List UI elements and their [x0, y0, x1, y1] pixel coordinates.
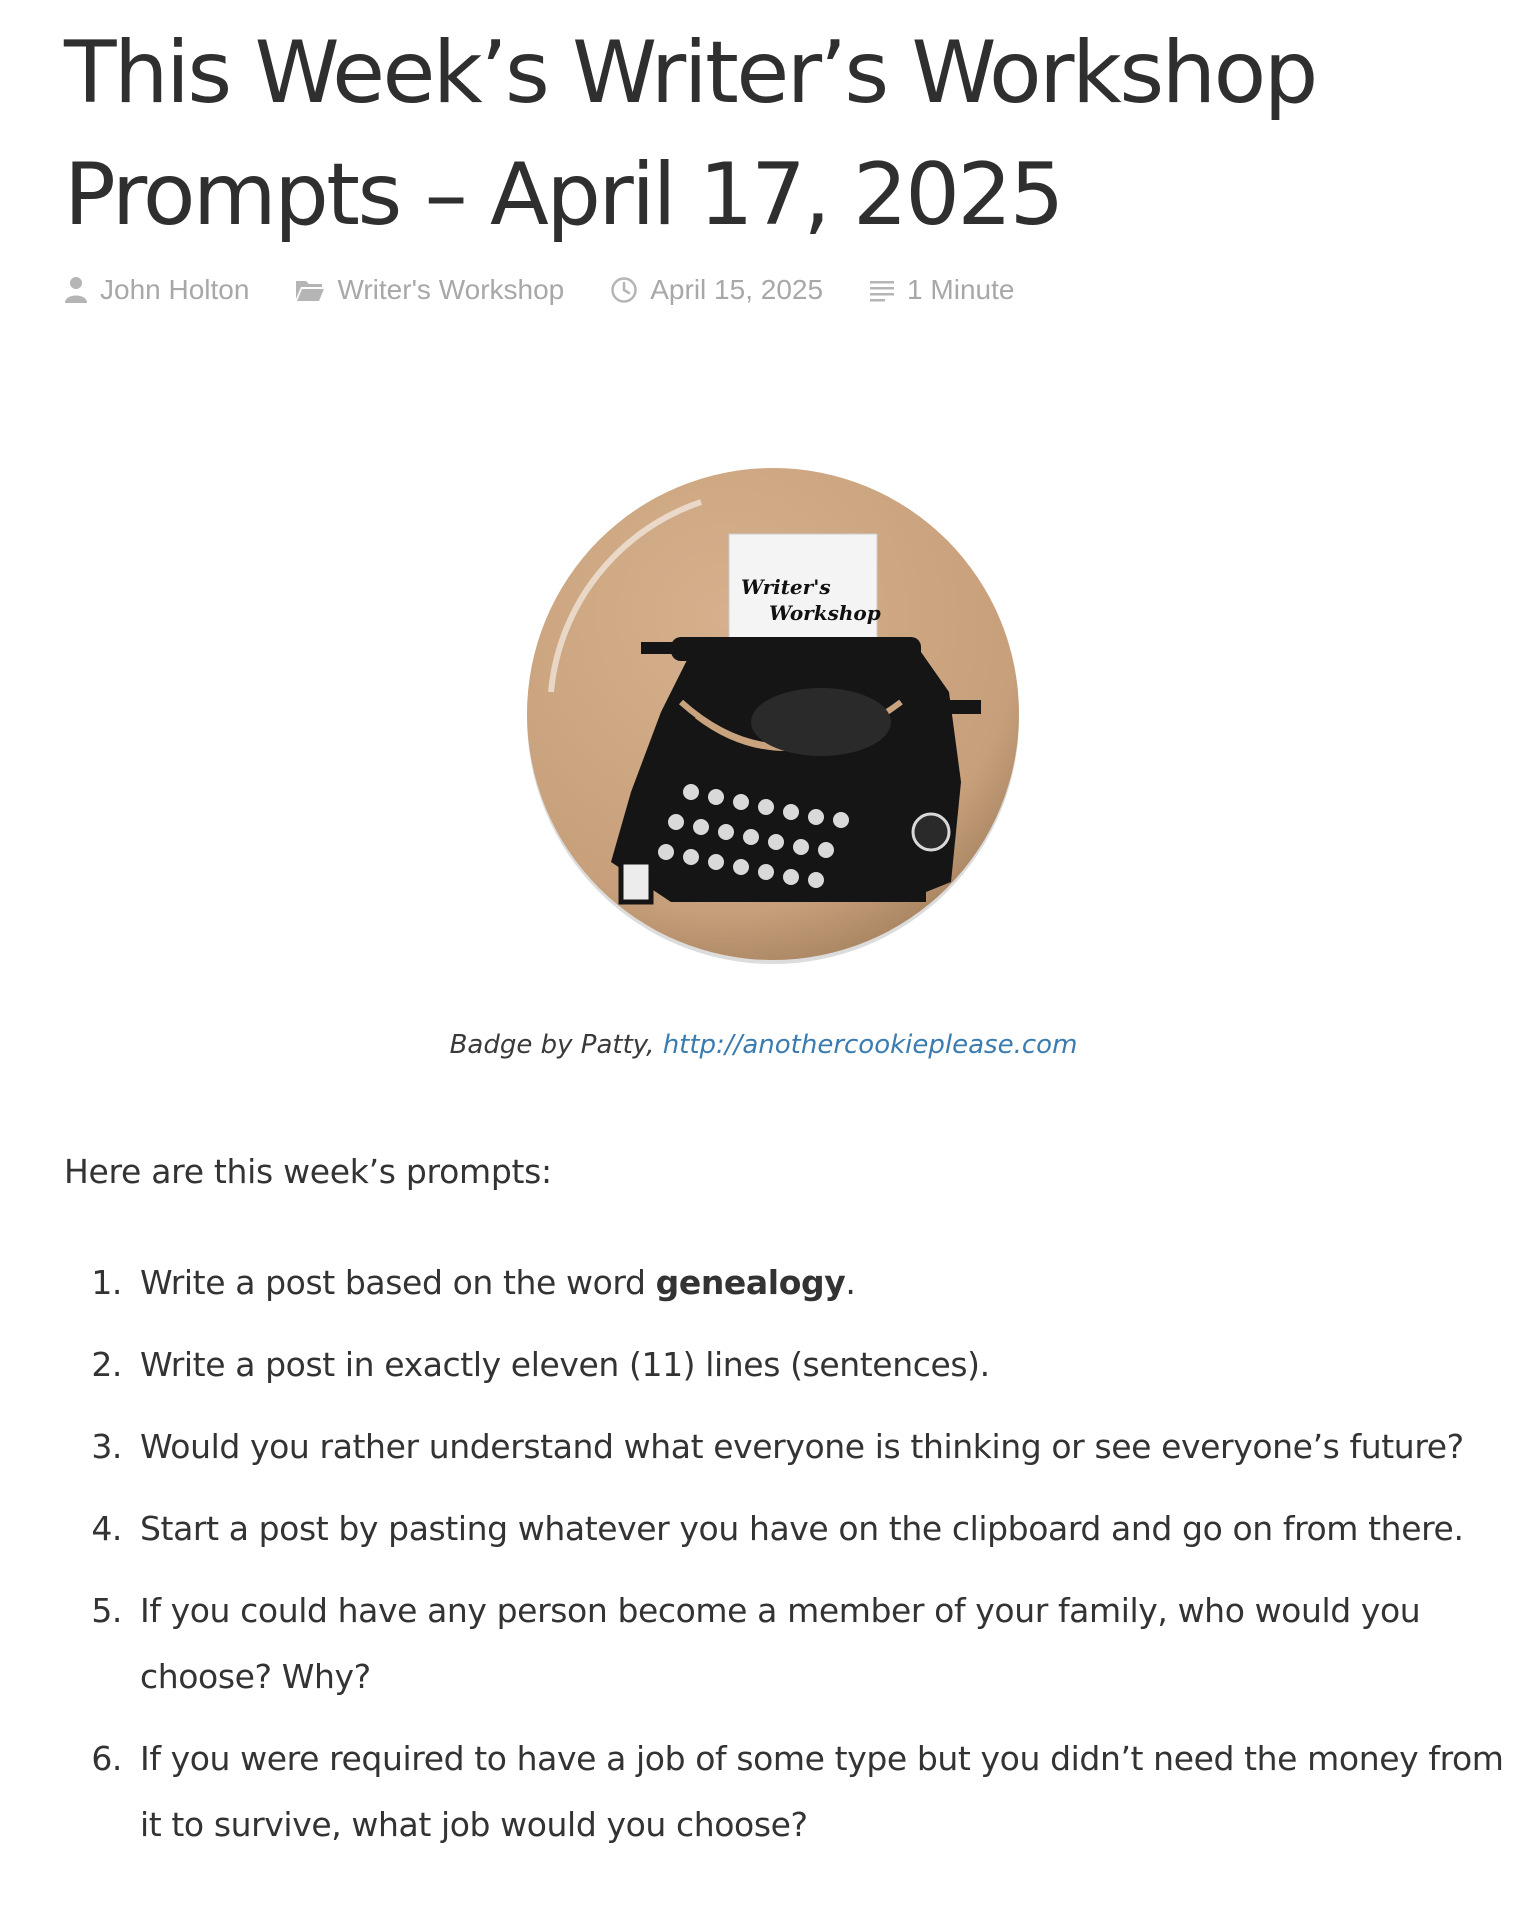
prompt-text-part: .	[845, 1263, 856, 1302]
list-item	[64, 1250, 1504, 1316]
post-title: This Week’s Writer’s Workshop Prompts – April 17, 2025	[64, 23, 1316, 245]
read-time	[869, 274, 1014, 306]
author-link[interactable]	[64, 274, 249, 306]
list-number: 5.	[91, 1591, 122, 1630]
category-link[interactable]	[295, 274, 564, 306]
list-number: 3.	[91, 1427, 122, 1466]
list-number: 2.	[91, 1345, 122, 1384]
caption-link[interactable]: http://anothercookieplease.com	[662, 1030, 1078, 1060]
prompt-keyword: genealogy	[655, 1263, 846, 1302]
prompts-intro: Here are this week’s prompts:	[64, 1152, 552, 1191]
prompt-text	[140, 1250, 1504, 1316]
date-link[interactable]	[610, 274, 823, 306]
author-name: John Holton	[100, 274, 250, 305]
list-number: 1.	[91, 1263, 122, 1302]
badge-paper-line2: Workshop	[769, 601, 881, 625]
prompt-text: If you were required to have a job of some type but you didn’t need the money from it to survive, what job would you choose?	[140, 1739, 1504, 1844]
list-item	[64, 1726, 1504, 1858]
prompt-text-part: Write a post based on the word	[140, 1263, 656, 1302]
list-item	[64, 1332, 1504, 1398]
lines-icon	[869, 278, 895, 302]
person-icon	[64, 276, 88, 304]
post-date: April 15, 2025	[650, 274, 824, 305]
list-item	[64, 1578, 1504, 1710]
prompt-text: Would you rather understand what everyone is thinking or see everyone’s future?	[140, 1427, 1464, 1466]
list-number: 6.	[91, 1739, 122, 1778]
prompt-text: If you could have any person become a member of your family, who would you choose? Why?	[140, 1591, 1421, 1696]
list-item	[64, 1496, 1504, 1562]
post-meta	[64, 268, 1014, 312]
list-item	[64, 1414, 1504, 1480]
typewriter-badge-image	[521, 462, 1025, 966]
badge-paper-line1: Writer's	[741, 575, 831, 599]
prompt-text: Start a post by pasting whatever you have on the clipboard and go on from there.	[140, 1509, 1464, 1548]
prompt-text: Write a post in exactly eleven (11) lines (sentences).	[140, 1345, 990, 1384]
read-time-text: 1 Minute	[907, 274, 1015, 305]
caption-text: Badge by Patty,	[449, 1030, 663, 1060]
category-name: Writer's Workshop	[337, 274, 565, 305]
writers-workshop-badge	[521, 462, 1025, 966]
prompts-list	[64, 1250, 1504, 1874]
folder-icon	[295, 278, 325, 302]
clock-icon	[610, 276, 638, 304]
badge-caption	[0, 1030, 1527, 1060]
list-number: 4.	[91, 1509, 122, 1548]
